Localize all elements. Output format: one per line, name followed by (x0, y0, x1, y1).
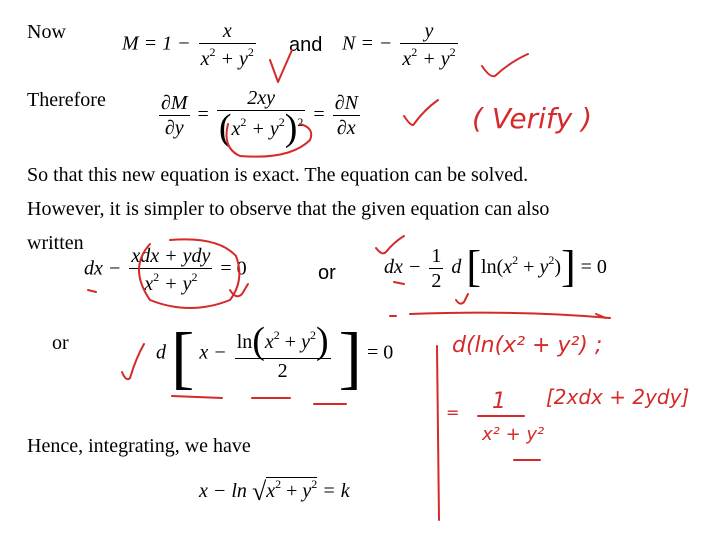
underline-stroke-1 (172, 396, 222, 398)
para-line-1: So that this new equation is exact. The equation can be solved. (27, 164, 529, 186)
dm-num: ∂M (161, 92, 188, 115)
denom-annotation: x² + y² (482, 424, 545, 445)
equation-differential-form: d [ x − $\frac{\ln(x^2 + y^2)}{2}$ ] = 0 (156, 319, 394, 397)
checkmark-5 (122, 344, 144, 379)
final-rhs: = k (322, 480, 350, 502)
ln-text: ln (481, 256, 497, 279)
equation-partials: $\frac{\partial M}{\partial y}$ = $\frac{2xy}{(x^2 + y^2)^2}$ = $\frac{\partial N}{\partial x}$ (161, 87, 358, 149)
half-den: 2 (431, 270, 442, 292)
label-and: and (289, 34, 323, 56)
bracket-expression-annotation: [2xdx + 2ydy] (546, 385, 690, 409)
dx-term-2: dx − (384, 256, 422, 279)
label-therefore: Therefore (27, 89, 106, 111)
middle-fraction (217, 87, 306, 149)
d-ln-annotation: d(ln(x² + y²) ; (452, 333, 603, 358)
explanation-paragraph (27, 158, 687, 260)
dx-term: dx − (84, 257, 122, 280)
eq-zero-3: = 0 (366, 341, 394, 364)
mid-num: 2xy (217, 88, 306, 111)
dn-den: ∂x (336, 117, 356, 140)
m-frac-den: $x^2 + y^2$ (200, 45, 254, 70)
eq-zero-2: = 0 (580, 256, 607, 279)
verify-annotation: ( Verify ) (472, 102, 593, 135)
n-frac-num: y (400, 21, 457, 44)
n-frac-den: $x^2 + y^2$ (402, 45, 456, 70)
m-lhs: M = 1 − (122, 32, 191, 55)
label-now: Now (27, 21, 66, 43)
ln-frac-den: 2 (277, 360, 288, 383)
half-fraction (429, 246, 443, 291)
ln-frac-num: $\ln(x^2 + y^2)$ (236, 320, 329, 362)
m-fraction (199, 21, 256, 69)
label-hence: Hence, integrating, we have (27, 435, 251, 457)
ln-fraction (235, 320, 331, 383)
dm-dy-fraction (159, 93, 190, 138)
m-frac-num: x (199, 21, 256, 44)
equals-sign: = (446, 403, 460, 422)
para-line-2: However, it is simpler to observe that the given equation can also (27, 198, 550, 220)
eq-zero-1: = 0 (220, 257, 247, 280)
mid-den: $(x^2 + y^2)^2$ (218, 107, 304, 149)
checkmark-7 (456, 294, 468, 304)
vertical-divider (437, 346, 439, 520)
equation-ln-form: dx − $\frac{1}{2}$ d $[\ln(x^2 + y^2)] = 0$ (384, 242, 607, 292)
equation-n (342, 21, 461, 69)
xdx-den: $x^2 + y^2$ (144, 270, 198, 295)
final-lhs: x − ln (199, 480, 247, 502)
dn-dx-fraction (333, 93, 360, 138)
underline-dln (410, 313, 610, 318)
xdx-num: xdx + ydy (131, 245, 211, 267)
equation-final: $x - \ln √x^2 + y^2 = k$ (199, 477, 350, 506)
n-lhs: N = − (342, 32, 393, 55)
half-num: 1 (431, 245, 442, 267)
label-or-middle: or (318, 262, 336, 284)
checkmark-2 (482, 54, 528, 76)
dm-den: ∂y (164, 117, 184, 140)
label-or-left: or (52, 332, 69, 354)
dn-num: ∂N (334, 92, 358, 115)
equation-exact-form (84, 246, 247, 294)
checkmark-3 (404, 100, 438, 125)
para-line-3: written (27, 232, 84, 254)
underline-stroke-5 (596, 314, 606, 318)
n-fraction (400, 21, 457, 69)
xdx-fraction (129, 246, 212, 294)
equation-m (122, 21, 259, 69)
one-annotation: 1 (492, 389, 506, 414)
